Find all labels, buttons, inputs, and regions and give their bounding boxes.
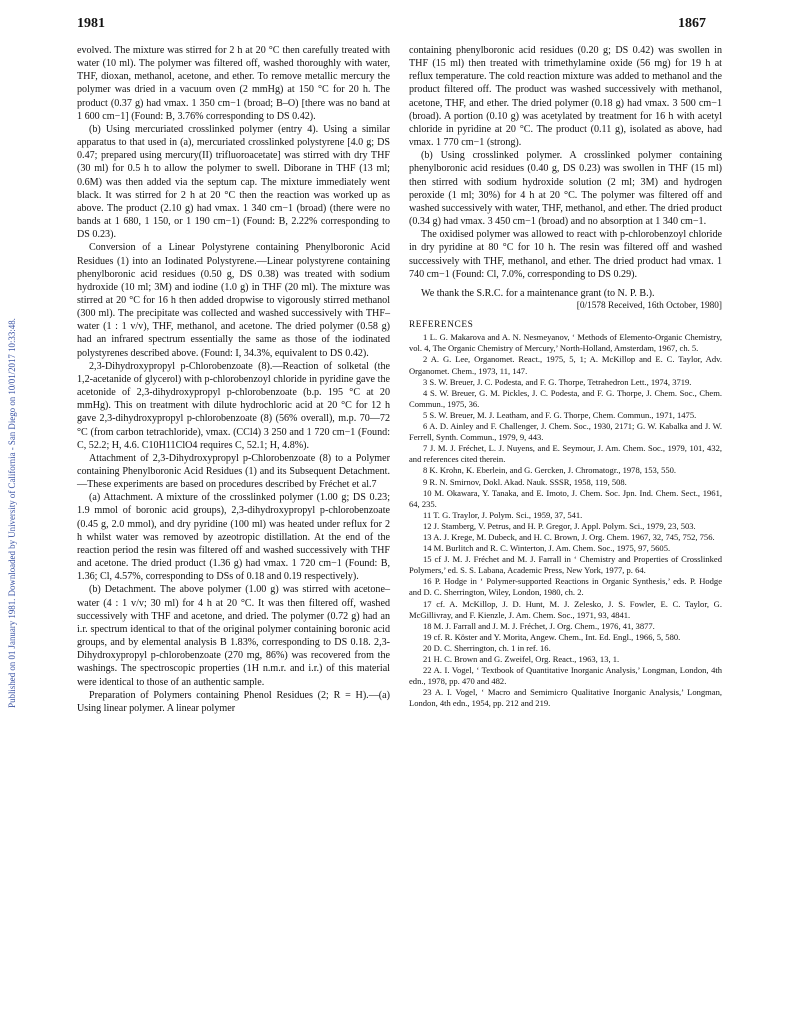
- paragraph: (b) Detachment. The above polymer (1.00 g) was stirred with acetone–water (4 : 1 v/v; 30 ml) for 4 h at 20 °C. It was then filtered off, washed successively with THF and acetone, and dried. The polymer (0.72 g) had an i.r. spectrum identical to that of the original polymer containing boronic acid groups, and by elemental analysis B 1.83%, corresponding to DS 0.18. 2,3-Dihydroxypropyl p-chlorobenzoate (270 mg, 86%) was recovered from the washings. The spectroscopic properties (1H n.m.r. and i.r.) of this material were identical to those of an authentic sample.: [77, 584, 390, 688]
- reference-item: 13 A. J. Krege, M. Dubeck, and H. C. Brown, J. Org. Chem. 1967, 32, 745, 752, 756.: [423, 531, 715, 542]
- paragraph: (b) Using crosslinked polymer. A crosslinked polymer containing phenylboronic acid residues (0.40 g, DS 0.23) was swollen in THF (15 ml) then stirred with sodium hydroxide solution (2 ml; 3M) and hydrogen peroxide (1 ml; 30%) for 4 h at 20 °C. The polymer was filtered off and washed successively with water, THF, methanol, and ether. The dried product (0.34 g) had νmax. 3 450 cm−1 (broad) and no absorption at 1 340 cm−1.: [409, 150, 722, 228]
- reference-item: 21 H. C. Brown and G. Zweifel, Org. React., 1963, 13, 1.: [423, 654, 620, 664]
- reference-item: 6 A. D. Ainley and F. Challenger, J. Chem. Soc., 1930, 2171; G. W. Kabalka and J. W. Ferrell, Synth. Commun., 1979, 9, 443.: [409, 421, 722, 443]
- page-number: 1867: [678, 16, 706, 31]
- reference-item: 17 cf. A. McKillop, J. D. Hunt, M. J. Zelesko, J. S. Fowler, E. C. Taylor, G. McGillivray, and F. Kienzle, J. Am. Chem. Soc., 1971, 93, 4841.: [409, 598, 722, 620]
- reference-list: [409, 332, 722, 709]
- references-heading: REFERENCES: [409, 320, 474, 331]
- reference-item: 18 M. J. Farrall and J. M. J. Fréchet, J. Org. Chem., 1976, 41, 3877.: [423, 620, 655, 631]
- paragraph: containing phenylboronic acid residues (0.20 g; DS 0.42) was swollen in THF (15 ml) then treated with trimethylamine oxide (56 mg) for 19 h at reflux temperature. The cold reaction mixture was added to methanol and the product filtered off. The product was washed successively with methanol, acetone, THF, and ether. The dried polymer (0.18 g) had νmax. 3 500 cm−1 (broad). A portion (0.10 g) was acetylated by treatment for 16 h with acetyl chloride in pyridine at 20 °C. The product (0.11 g), isolated as above, had νmax. 1 770 cm−1 (strong).: [409, 45, 722, 149]
- journal-year: 1981: [77, 16, 105, 31]
- reference-item: 8 K. Krohn, K. Eberlein, and G. Gercken, J. Chromatogr., 1978, 153, 550.: [423, 465, 677, 476]
- paragraph: (b) Using mercuriated crosslinked polymer (entry 4). Using a similar apparatus to that used in (a), mercuriated crosslinked polystyrene [4.0 g; DS 0.47; prepared using mercury(II) trifluoroacetate] was stirred with dry THF (30 ml) for 0.5 h to allow the polymer to swell. Diborane in THF (13 ml; 0.6M) was then added via the septum cap. The mixture immediately went black. It was stirred for 2 h at 20 °C then the reaction was worked up as above. The product (2.10 g) had νmax. 1 340 cm−1 (broad) (there were no bands at 1 680, 1 150, or 1 190 cm−1) (Found: B, 2.22% corresponding to DS 0.23).: [77, 123, 390, 241]
- reference-item: 1 L. G. Makarova and A. N. Nesmeyanov, ‘ Methods of Elemento-Organic Chemistry, vol. 4, The Organic Chemistry of Mercury,’ North-Holland, Amsterdam, 1967, ch. 5.: [409, 332, 722, 354]
- right-column: [409, 44, 722, 709]
- paragraph: The oxidised polymer was allowed to react with p-chlorobenzoyl chloride in dry pyridine at 80 °C for 10 h. The resin was filtered off and washed successively with THF, methanol, and ether. The dried product had νmax. 1 740 cm−1 (Found: Cl, 7.0%, corresponding to DS 0.29).: [409, 229, 722, 280]
- reference-item: 7 J. M. J. Fréchet, L. J. Nuyens, and E. Seymour, J. Am. Chem. Soc., 1979, 101, 432, and references cited therein.: [409, 443, 722, 465]
- paragraph: Conversion of a Linear Polystyrene containing Phenylboronic Acid Residues (1) into an Iodinated Polystyrene.—Linear polystyrene containing phenylboronic acid residues (0.50 g, DS 0.38) was treated with sodium hydroxide (10 ml; 3M) and iodine (1.0 g) in THF (20 ml). The mixture was stirred at 20 °C for 16 h then added dropwise to vigorously stirred methanol (300 ml). The precipitate was collected and washed successively with THF–water (1 : 1 v/v), THF, methanol, and acetone. The dried polymer (0.58 g) had an infrared spectrum essentially the same as those of the iodinated polystyrenes described above. (Found: I, 34.3%, equivalent to DS 0.42).: [77, 242, 390, 359]
- paragraph: Preparation of Polymers containing Phenol Residues (2; R = H).—(a) Using linear polymer. A linear polymer: [77, 689, 390, 714]
- paragraph: (a) Attachment. A mixture of the crosslinked polymer (1.00 g; DS 0.23; 1.9 mmol of boronic acid groups), 2,3-dihydroxypropyl p-chlorobenzoate (0.45 g, 2.0 mmol), and dry pyridine (100 ml) was heated under reflux for 2 h whilst water was removed by azeotropic distillation. At the end of the reaction period the resin was filtered off and washed successively with THF and acetone. The dried product (1.36 g) had νmax. 1 720 cm−1 (Found: B, 1.36; Cl, 4.57%, corresponding to DSs of 0.18 and 0.19 respectively).: [77, 492, 390, 583]
- reference-item: 5 S. W. Breuer, M. J. Leatham, and F. G. Thorpe, Chem. Commun., 1971, 1475.: [423, 409, 697, 420]
- paragraph: evolved. The mixture was stirred for 2 h at 20 °C then carefully treated with water (10 ml). The polymer was filtered off, washed thoroughly with water, THF, dioxan, methanol, acetone, and ether. To remove metallic mercury the polymer was dried in a vacuum oven (2 mmHg) at 150 °C for 20 h. The product (0.37 g) had νmax. 1 350 cm−1 (broad; B–O) [there was no band at 1 600 cm−1] (Found: B, 3.76% corresponding to DS 0.42).: [77, 45, 390, 122]
- reference-item: 14 M. Burlitch and R. C. Winterton, J. Am. Chem. Soc., 1975, 97, 5605.: [423, 543, 671, 554]
- reference-item: 19 cf. R. Köster and Y. Morita, Angew. Chem., Int. Ed. Engl., 1966, 5, 580.: [423, 631, 681, 642]
- reference-item: 2 A. G. Lee, Organomet. React., 1975, 5, 1; A. McKillop and E. C. Taylor, Adv. Organomet. Chem., 1973, 11, 147.: [409, 354, 722, 376]
- paragraph: Attachment of 2,3-Dihydroxypropyl p-Chlorobenzoate (8) to a Polymer containing Phenylboronic Acid Residues (1) and its Subsequent Detachment.—These experiments are based on procedures described by Fréchet et al.7: [77, 452, 390, 491]
- reference-item: 22 A. I. Vogel, ‘ Textbook of Quantitative Inorganic Analysis,’ Longman, London, 4th edn., 1978, pp. 470 and 482.: [409, 665, 722, 687]
- reference-item: 15 cf J. M. J. Fréchet and M. J. Farrall in ‘ Chemistry and Properties of Crosslinked Polymers,’ ed. S. S. Labana, Academic Press, New York, 1977, p. 64.: [409, 554, 722, 576]
- download-watermark: [2, 8, 16, 1032]
- reference-item: 9 R. N. Smirnov, Dokl. Akad. Nauk. SSSR, 1958, 119, 508.: [423, 476, 627, 487]
- left-column: [77, 44, 390, 715]
- reference-item: 4 S. W. Breuer, G. M. Pickles, J. C. Podesta, and F. G. Thorpe, J. Chem. Soc., Chem. Commun., 1975, 36.: [409, 387, 722, 409]
- download-watermark-text: Published on 01 January 1981. Downloaded by University of California - San Diego on 10/01/2017 10:33:48.: [7, 318, 17, 708]
- reference-item: 10 M. Okawara, Y. Tanaka, and E. Imoto, J. Chem. Soc. Jpn. Ind. Chem. Sect., 1961, 64, 235.: [409, 487, 722, 509]
- reference-item: 20 D. C. Sherrington, ch. 1 in ref. 16.: [423, 642, 551, 653]
- received-note: [0/1578 Received, 16th October, 1980]: [576, 300, 722, 311]
- reference-item: 3 S. W. Breuer, J. C. Podesta, and F. G. Thorpe, Tetrahedron Lett., 1974, 3719.: [423, 376, 692, 387]
- reference-item: 12 J. Stamberg, V. Petrus, and H. P. Gregor, J. Appl. Polym. Sci., 1979, 23, 503.: [423, 520, 696, 531]
- reference-item: 11 T. G. Traylor, J. Polym. Sci., 1959, 37, 541.: [423, 509, 583, 520]
- acknowledgement: We thank the S.R.C. for a maintenance grant (to N. P. B.).: [421, 287, 655, 299]
- paragraph: 2,3-Dihydroxypropyl p-Chlorobenzoate (8).—Reaction of solketal (the 1,2-acetanide of glycerol) with p-chlorobenzoyl chloride in pyridine gave the acetonide of 2,3-dihydroxypropyl p-chlorobenzoate (b.p. 195 °C at 20 mmHg). This on treatment with dilute hydrochloric acid at 20 °C for 12 h gave 2,3-dihydroxypropyl p-chlorobenzoate (8) (56% overall), m.p. 70—72 °C (from carbon tetrachloride), νmax. (CCl4) 3 250 and 1 720 cm−1 (Found: C, 52.2; H, 4.6. C10H11ClO4 requires C, 52.1; H, 4.8%).: [77, 360, 390, 451]
- reference-item: 23 A. I. Vogel, ‘ Macro and Semimicro Qualitative Inorganic Analysis,’ Longman, London, 4th edn., 1954, pp. 212 and 219.: [409, 687, 722, 709]
- reference-item: 16 P. Hodge in ‘ Polymer-supported Reactions in Organic Synthesis,’ eds. P. Hodge and D. C. Sherrington, Wiley, London, 1980, ch. 2.: [409, 576, 722, 598]
